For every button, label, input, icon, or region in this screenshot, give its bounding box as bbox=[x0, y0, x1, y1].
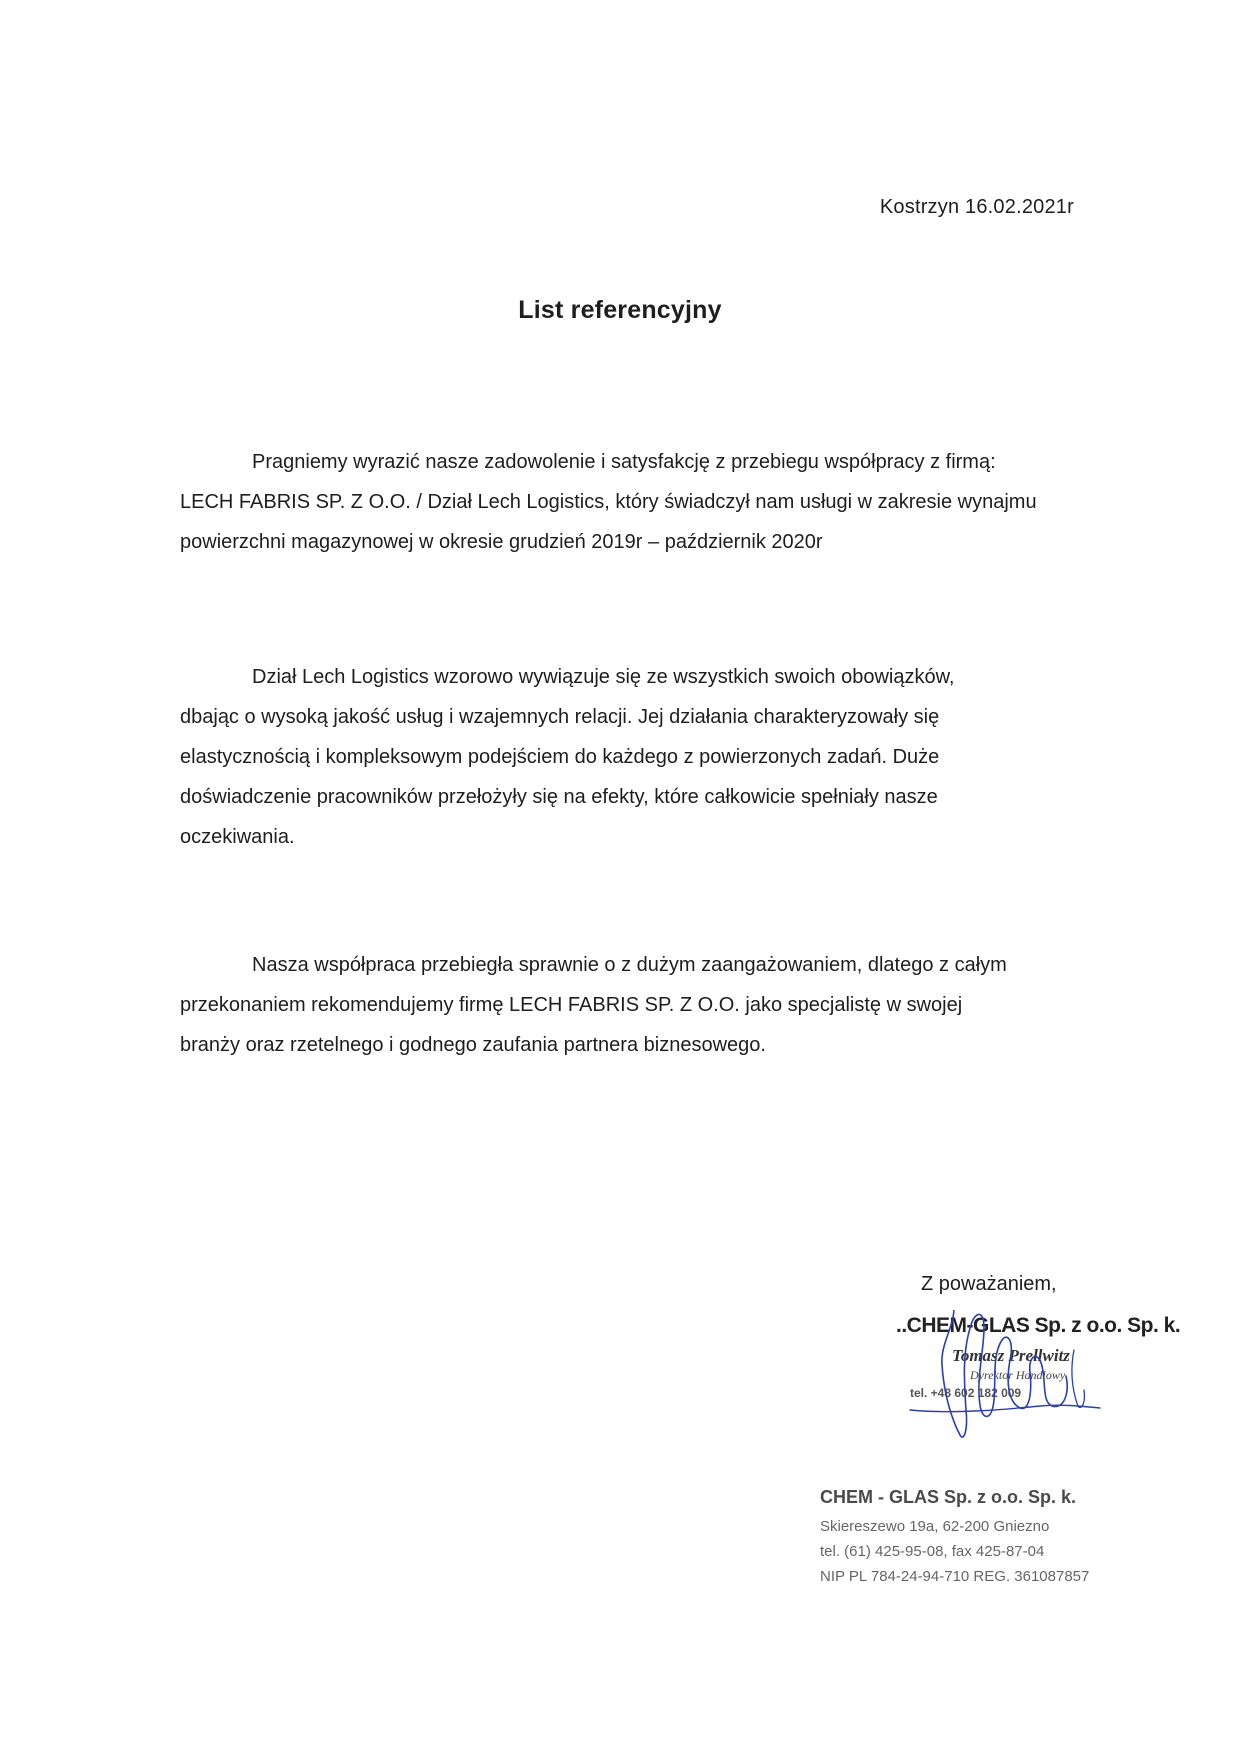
stamp-name: Tomasz Prellwitz bbox=[952, 1346, 1070, 1365]
paragraph-line: branży oraz rzetelnego i godnego zaufania partnera biznesowego. bbox=[180, 1034, 766, 1056]
handwritten-signature bbox=[880, 1310, 1110, 1450]
closing-salutation: Z poważaniem, bbox=[921, 1273, 1057, 1295]
paragraph-line: elastycznością i kompleksowym podejściem do każdego z powierzonych zadań. Duże bbox=[180, 746, 940, 768]
stamp-phone: tel. +48 602 182 009 bbox=[910, 1386, 1022, 1400]
stamp-role: Dyrektor Handlowy bbox=[970, 1368, 1066, 1382]
paragraph-line: Nasza współpraca przebiegła sprawnie o z dużym zaangażowaniem, dlatego z całym bbox=[252, 954, 1007, 976]
paragraph-line: doświadczenie pracowników przełożyły się na efekty, które całkowicie spełniały nasze bbox=[180, 786, 938, 808]
stamp-company: ..CHEM-GLAS Sp. z o.o. Sp. k. bbox=[896, 1314, 1181, 1337]
paragraph-line: przekonaniem rekomendujemy firmę LECH FABRIS SP. Z O.O. jako specjalistę w swojej bbox=[180, 994, 963, 1016]
company-stamp bbox=[820, 1487, 1089, 1589]
letter-title: List referencyjny bbox=[518, 296, 722, 324]
paragraph-line: Pragniemy wyrazić nasze zadowolenie i satysfakcję z przebiegu współpracy z firmą: bbox=[252, 451, 996, 473]
paragraph-intro bbox=[180, 442, 1080, 562]
company-stamp-address: Skiereszewo 19a, 62-200 Gniezno bbox=[820, 1518, 1050, 1535]
paragraph-evaluation bbox=[180, 657, 1080, 857]
paragraph-recommendation bbox=[180, 945, 1080, 1065]
paragraph-line: LECH FABRIS SP. Z O.O. / Dział Lech Logistics, który świadczył nam usługi w zakresie wynajmu bbox=[180, 491, 1037, 513]
paragraph-line: dbając o wysoką jakość usług i wzajemnych relacji. Jej działania charakteryzowały się bbox=[180, 706, 940, 728]
company-stamp-name: CHEM - GLAS Sp. z o.o. Sp. k. bbox=[820, 1487, 1077, 1507]
paragraph-line: Dział Lech Logistics wzorowo wywiązuje się ze wszystkich swoich obowiązków, bbox=[252, 666, 955, 688]
place-date: Kostrzyn 16.02.2021r bbox=[879, 196, 1074, 218]
signature-stamp bbox=[880, 1310, 1181, 1450]
company-stamp-registration: NIP PL 784-24-94-710 REG. 361087857 bbox=[820, 1568, 1090, 1585]
paragraph-line: powierzchni magazynowej w okresie grudzień 2019r – październik 2020r bbox=[180, 531, 823, 553]
paragraph-line: oczekiwania. bbox=[180, 826, 295, 848]
company-stamp-contact: tel. (61) 425-95-08, fax 425-87-04 bbox=[820, 1543, 1045, 1560]
